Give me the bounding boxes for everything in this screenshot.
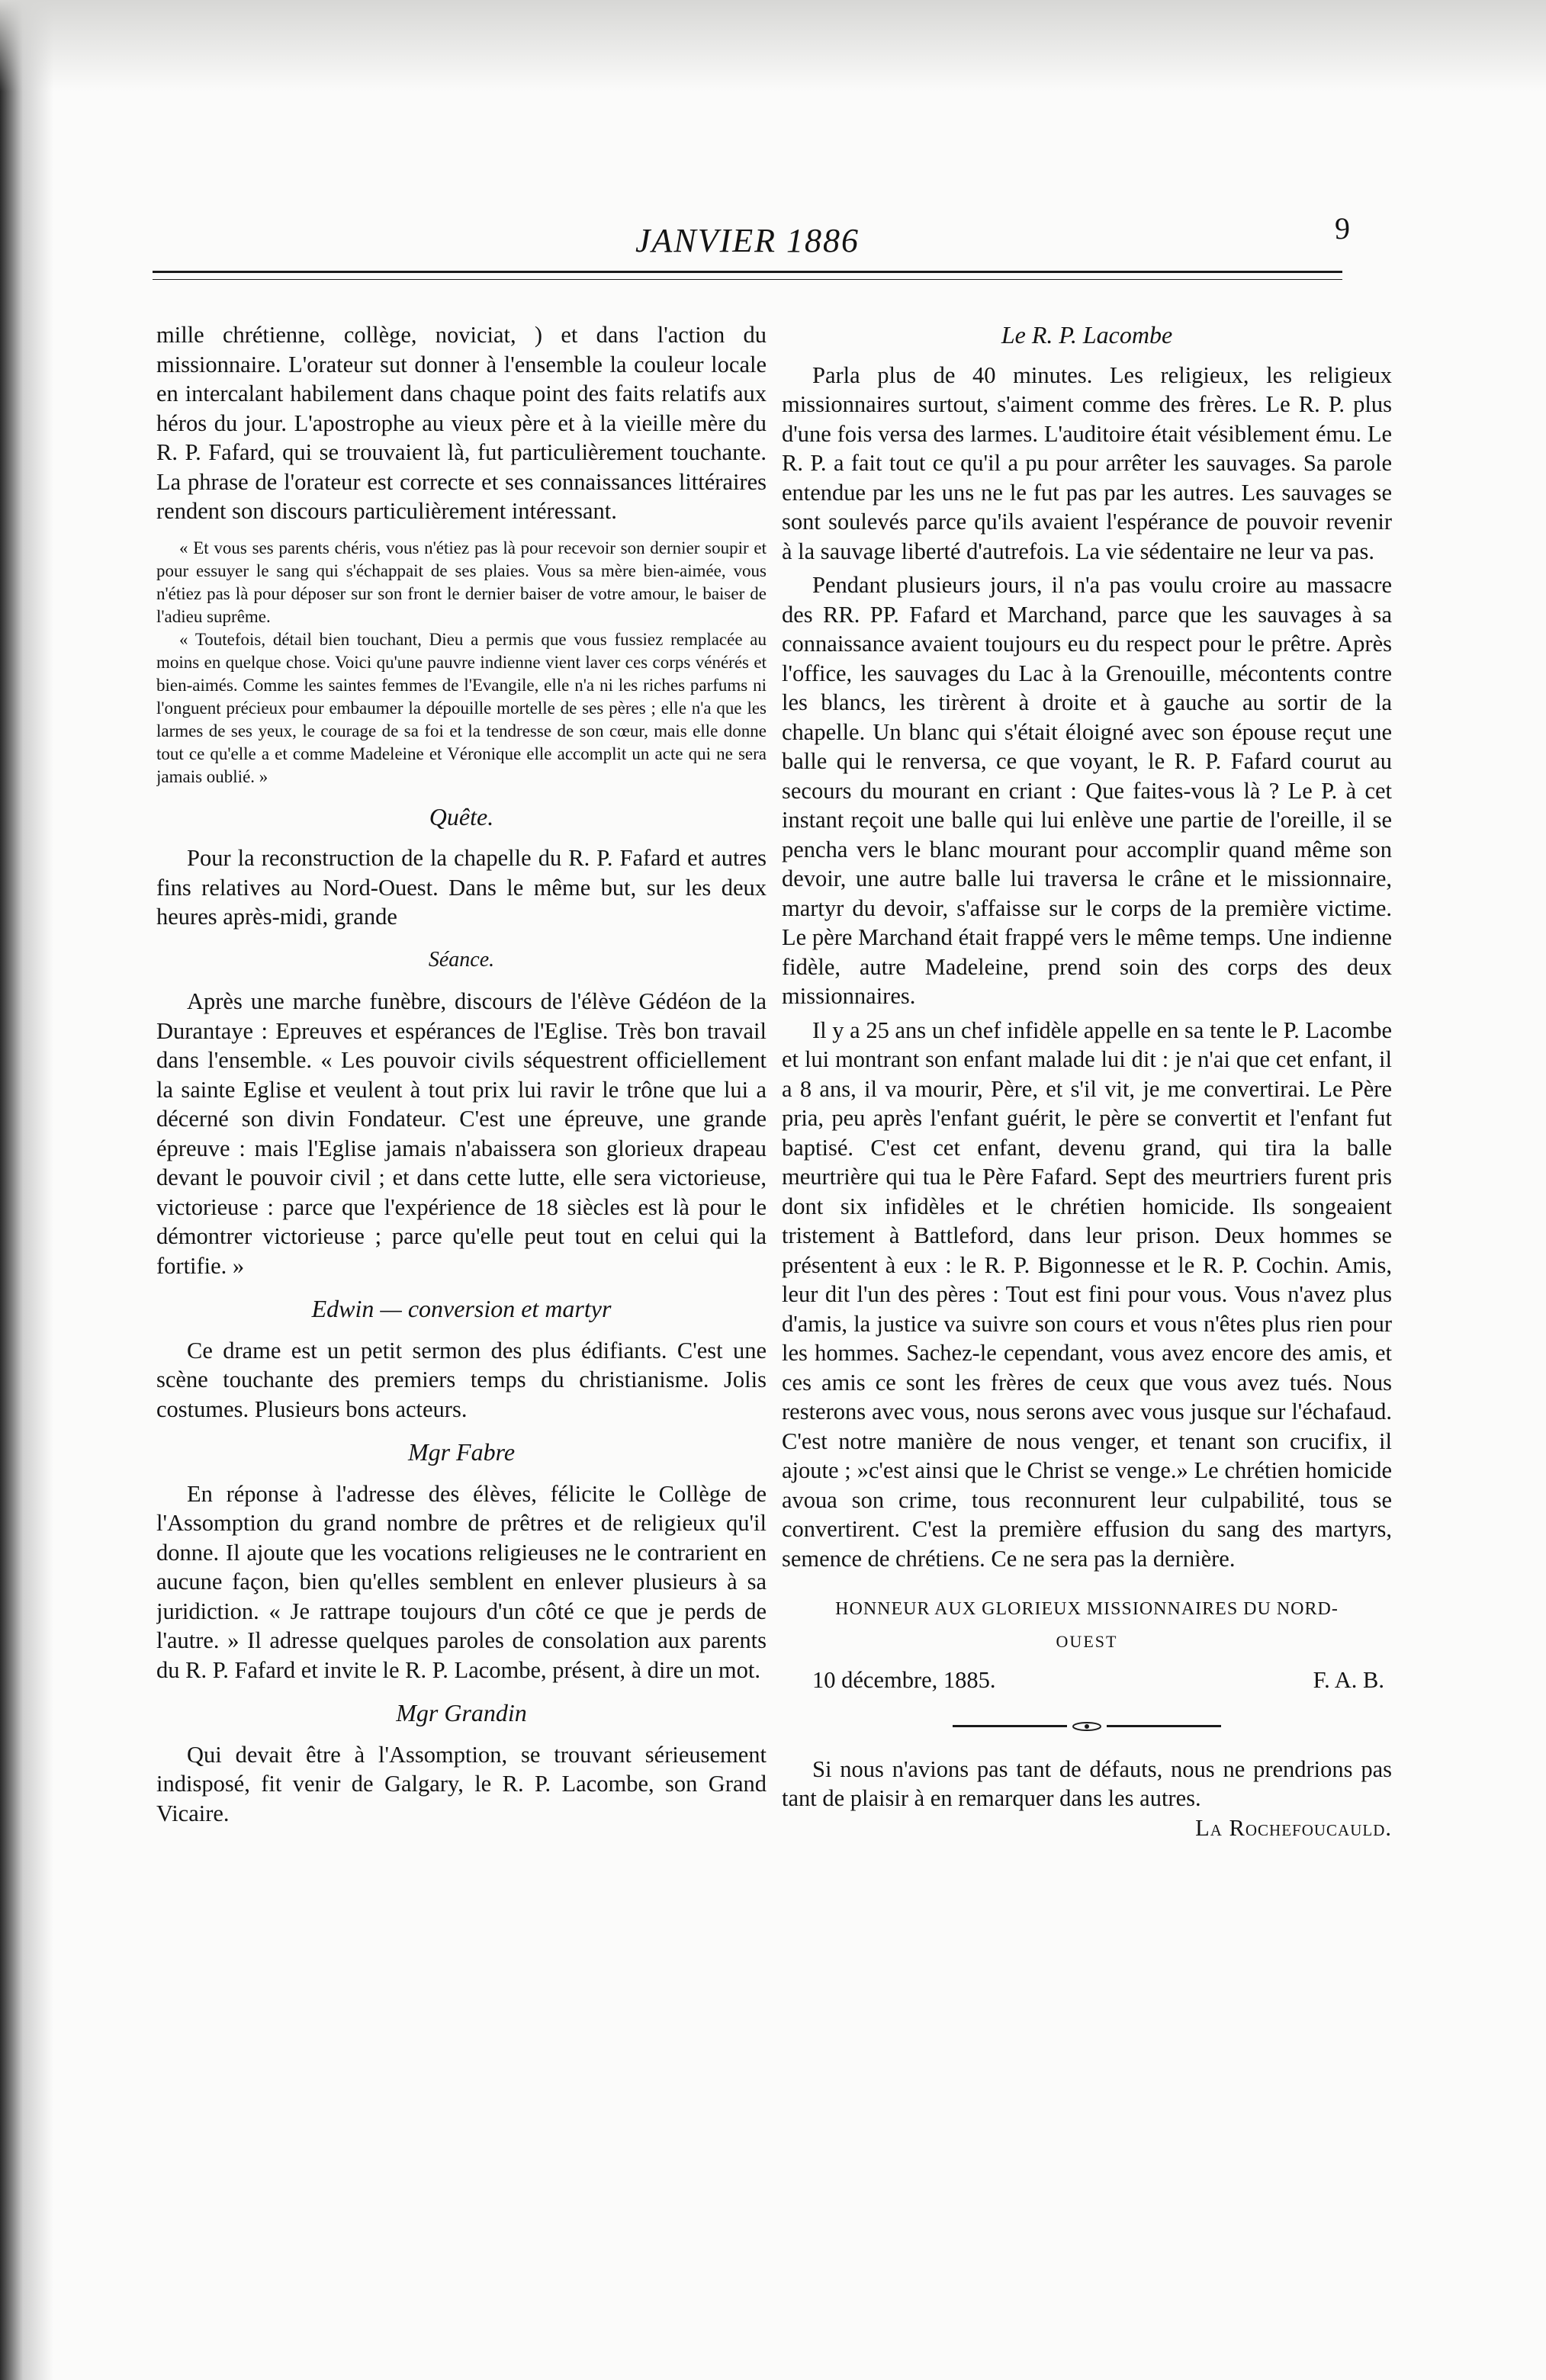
paragraph: Après une marche funèbre, discours de l'élève Gédéon de la Durantaye : Epreuves et espérances de l'Eglise. Très bon travail dans l'ensemble. « Les pouvoir civils séquestrent officiellement la sainte Eglise et veulent à tout prix lui ravir le trône que lui a décerné son divin Fondateur. C'est une épreuve, une grande épreuve : mais l'Eglise jamais n'abaissera son glorieux drapeau devant le pouvoir civil ; et dans cette lutte, elle sera victorieuse, victorieuse : parce que l'expérience de 18 siècles est là pour le démontrer victorieuse ; parce qu'elle peut tout en celui qui la fortifie. » bbox=[156, 988, 767, 1279]
tribute-line-continued: OUEST bbox=[1056, 1631, 1118, 1651]
paragraph: En réponse à l'adresse des élèves, félicite le Collège de l'Assomption du grand nombre de prêtres et de religieux qu'il donne. Il ajoute que les vocations religieuses ne le contrarient en aucune façon, bien qu'elles semblent en enlever plusieurs à sa juridiction. « Je rattrape toujours d'un côté ce que je perds de l'autre. » Il adresse quelques paroles de consolation aux parents du R. P. Fafard et invite le R. P. Lacombe, présent, à dire un mot. bbox=[156, 1480, 767, 1683]
divider-bar bbox=[953, 1725, 1067, 1727]
quote-paragraph: « Toutefois, détail bien touchant, Dieu a permis que vous fussiez remplacée au moins en quelque chose. Voici qu'une pauvre indienne vient laver ces corps vénérés et bien-aimés. Comme les saintes femmes de l'Evangile, elle n'a ni les riches parfums ni l'onguent précieux pour embaumer la dépouille mortelle de ses pères ; elle n'a que les larmes de ses yeux, le courage de sa foi et la tendresse de son cœur, mais elle donne tout ce qu'elle a et comme Madeleine et Véronique elle accomplit un acte qui ne sera jamais oublié. » bbox=[156, 629, 767, 786]
section-heading-grandin: Mgr Grandin bbox=[396, 1699, 527, 1726]
scan-shadow-top bbox=[0, 0, 1546, 92]
header-rule bbox=[153, 271, 1342, 273]
page-number: 9 bbox=[1335, 211, 1350, 246]
running-title: JANVIER 1886 bbox=[635, 222, 860, 259]
section-heading-lacombe: Le R. P. Lacombe bbox=[1001, 321, 1173, 348]
paragraph: Il y a 25 ans un chef infidèle appelle en sa tente le P. Lacombe et lui montrant son enfant malade lui dit : je n'ai que cet enfant, il a 8 ans, il va mourir, Père, et s'il vit, je me convertirai. Le Père pria, peu après l'enfant guérit, le père se convertit et l'enfant fut baptisé. C'est cet enfant, devenu grand, qui tira la balle meurtrière qui tua le Père Fafard. Sept des meurtriers furent pris dont six infidèles et le chrétien homicide. Ils songeaient tristement à Battleford, dans leur prison. Deux hommes se présentent à eux : le R. P. Bigonnesse et le R. P. Cochin. Amis, leur dit l'un des pères : Tout est fini pour vous. Vous n'avez plus d'amis, la justice va suivre son cours et vous n'êtes plus rien pour les hommes. Sachez-le cependant, vous avez encore des amis, et ces amis ce sont les frères de ceux que vous avez tués. Nous resterons avec vous, nous serons avec vous jusque sur l'échafaud. C'est notre manière de nous venger, et tenant son crucifix, il ajoute ; »c'est ainsi que le Christ se venge.» Le chrétien homicide avoua son crime, tous reconnurent leur culpabilité, tous se convertirent. C'est la première effusion du sang des martyrs, semence de chrétiens. Ce ne sera pas la dernière. bbox=[782, 1017, 1392, 1572]
paragraph: Pendant plusieurs jours, il n'a pas voulu croire au massacre des RR. PP. Fafard et Marchand, parce que les sauvages à sa connaissance avaient toujours eu du respect pour le prêtre. Après l'office, les sauvages du Lac à la Grenouille, mécontents contre les blancs, les tirèrent à droite et à gauche au sortir de la chapelle. Un blanc qui s'était éloigné avec son épouse reçut une balle qui le renversa, ce que voyant, le R. P. Fafard courut au secours du mourant en criant : Que faites-vous là ? Le P. à cet instant reçoit une balle qui lui enlève une partie de l'oreille, il se pencha vers le blanc mourant pour accomplir quand même son devoir, une autre balle lui traversa le crâne et le missionnaire, martyr du devoir, s'affaisse sur le corps de la première victime. Le père Marchand était frappé vers le même temps. Une indienne fidèle, autre Madeleine, prend soin des corps des deux missionnaires. bbox=[782, 572, 1392, 1009]
divider-bar bbox=[1107, 1725, 1221, 1727]
left-column bbox=[156, 320, 767, 2272]
paragraph: Qui devait être à l'Assomption, se trouvant sérieusement indisposé, fit venir de Galgary, le R. P. Lacombe, son Grand Vicaire. bbox=[156, 1741, 767, 1826]
quotation-block bbox=[156, 537, 767, 789]
paragraph: Parla plus de 40 minutes. Les religieux, les religieux missionnaires surtout, s'aiment comme des frères. Le R. P. plus d'une fois versa des larmes. L'auditoire était vésiblement ému. Le R. P. a fait tout ce qu'il a pu pour arrêter les sauvages. Sa parole entendue par les uns ne le fut pas par les autres. Les sauvages se sont soulevés parce qu'ils avaient l'espérance de pouvoir revenir à la sauvage liberté d'autrefois. La vie sédentaire ne leur va pas. bbox=[782, 361, 1392, 564]
maxim-author: La Rochefoucauld. bbox=[1195, 1814, 1392, 1841]
section-heading-edwin: Edwin — conversion et martyr bbox=[311, 1295, 612, 1322]
scan-shadow-left bbox=[0, 0, 53, 2380]
quote-paragraph: « Et vous ses parents chéris, vous n'étiez pas là pour recevoir son dernier soupir et pour essuyer le sang qui s'échappait de ses plaies. Vous sa mère bien-aimée, vous n'étiez pas là pour déposer sur son front le dernier baiser de votre amour, le baiser de l'adieu suprême. bbox=[156, 538, 767, 626]
section-heading-seance: Séance. bbox=[428, 947, 495, 972]
date: 10 décembre, 1885. bbox=[812, 1667, 996, 1693]
section-heading-fabre: Mgr Fabre bbox=[407, 1438, 516, 1466]
paragraph: Ce drame est un petit sermon des plus édifiants. C'est une scène touchante des premiers temps du christianisme. Jolis costumes. Plusieurs bons acteurs. bbox=[156, 1337, 767, 1422]
maxim bbox=[782, 1755, 1392, 1841]
ornamental-divider bbox=[782, 1721, 1392, 1732]
tribute-line: HONNEUR AUX GLORIEUX MISSIONNAIRES DU NORD- bbox=[835, 1599, 1339, 1619]
paragraph: mille chrétienne, collège, noviciat, ) et dans l'action du missionnaire. L'orateur sut donner à l'ensemble la couleur locale en intercalant habilement dans chaque point des faits relatifs aux héros du jour. L'apostrophe au vieux père et à la vieille mère du R. P. Fafard, qui se trouvaient là, fut particulièrement touchante. La phrase de l'orateur est correcte et ses connaissances littéraires rendent son discours particulièrement intéressant. bbox=[156, 322, 767, 524]
paragraph: Pour la reconstruction de la chapelle du R. P. Fafard et autres fins relatives au Nord-Ouest. Dans le même but, sur les deux heures après-midi, grande bbox=[156, 845, 767, 930]
fleuron-icon bbox=[1072, 1721, 1102, 1732]
page-header bbox=[153, 206, 1350, 267]
header-rule-thin bbox=[153, 279, 1342, 280]
signature: F. A. B. bbox=[1313, 1667, 1384, 1693]
right-column bbox=[782, 320, 1392, 2272]
section-heading-quete: Quête. bbox=[429, 802, 494, 830]
maxim-text: Si nous n'avions pas tant de défauts, nous ne prendrions pas tant de plaisir à en remarquer dans les autres. bbox=[782, 1755, 1392, 1811]
dateline bbox=[812, 1665, 1384, 1695]
